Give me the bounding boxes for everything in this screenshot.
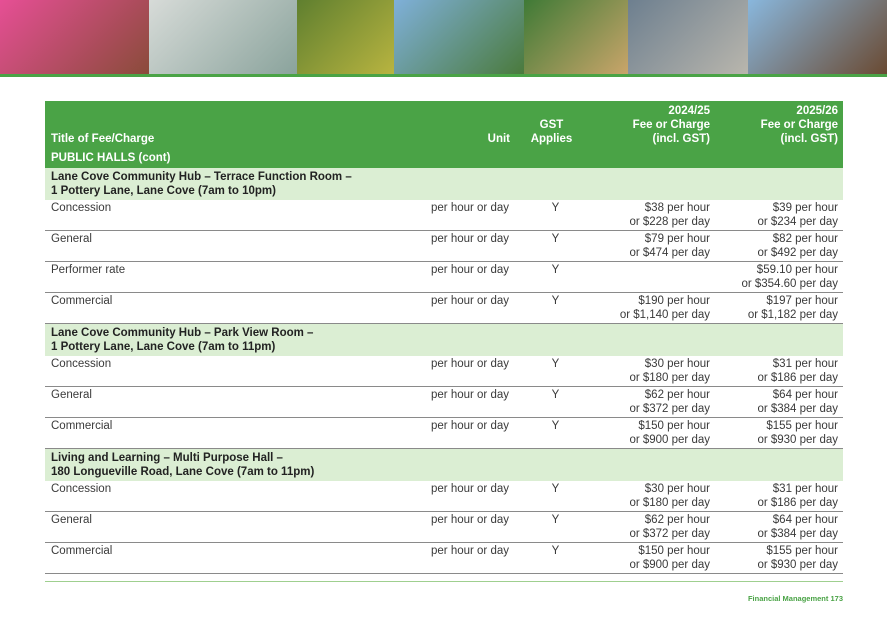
unit-cell: per hour or day: [419, 200, 515, 231]
photo-banner: [0, 0, 887, 74]
fee-name-cell: Concession: [45, 356, 419, 387]
gst-cell: Y: [515, 293, 587, 324]
group-title: Lane Cove Community Hub – Park View Room – 1 Pottery Lane, Lane Cove (7am to 11pm): [51, 327, 314, 353]
header-fee-2024-25: 2024/25 Fee or Charge (incl. GST): [632, 105, 710, 145]
park-game-photo: [394, 0, 524, 74]
unit-cell: per hour or day: [419, 293, 515, 324]
table-row: [45, 262, 843, 293]
gst-cell: Y: [515, 512, 587, 543]
fee-2024-25-cell: $30 per hour or $180 per day: [587, 356, 715, 387]
children-garden-photo: [524, 0, 628, 74]
group-title: Lane Cove Community Hub – Terrace Function Room – 1 Pottery Lane, Lane Cove (7am to 10pm): [51, 171, 352, 197]
fee-2024-25-cell: $38 per hour or $228 per day: [587, 200, 715, 231]
table-row: [45, 512, 843, 543]
header-unit: Unit: [487, 133, 510, 145]
table-header-row: [45, 101, 843, 148]
unit-cell: per hour or day: [419, 356, 515, 387]
gst-cell: Y: [515, 200, 587, 231]
gst-cell: Y: [515, 418, 587, 449]
section-row: [45, 148, 843, 168]
header-title-of-fee: Title of Fee/Charge: [51, 133, 155, 145]
family-street-photo: [628, 0, 748, 74]
fee-2025-26-cell: $197 per hour or $1,182 per day: [715, 293, 843, 324]
fee-table: [45, 101, 843, 574]
fee-2024-25-cell: $150 per hour or $900 per day: [587, 418, 715, 449]
fee-2024-25-cell: $190 per hour or $1,140 per day: [587, 293, 715, 324]
fee-name-cell: Performer rate: [45, 262, 419, 293]
fee-name-cell: General: [45, 231, 419, 262]
community-building-photo: [748, 0, 887, 74]
fee-name-cell: Commercial: [45, 418, 419, 449]
table-row: [45, 200, 843, 231]
fee-2025-26-cell: $31 per hour or $186 per day: [715, 356, 843, 387]
fee-2025-26-cell: $155 per hour or $930 per day: [715, 418, 843, 449]
fee-name-cell: General: [45, 387, 419, 418]
fee-2025-26-cell: $155 per hour or $930 per day: [715, 543, 843, 574]
gst-cell: Y: [515, 543, 587, 574]
table-row: [45, 418, 843, 449]
group-row: [45, 168, 843, 200]
gst-cell: Y: [515, 387, 587, 418]
fee-2024-25-cell: $30 per hour or $180 per day: [587, 481, 715, 512]
unit-cell: per hour or day: [419, 481, 515, 512]
frog-photo: [297, 0, 394, 74]
table-row: [45, 293, 843, 324]
fee-name-cell: Concession: [45, 200, 419, 231]
gst-cell: Y: [515, 262, 587, 293]
header-fee-2025-26: 2025/26 Fee or Charge (incl. GST): [760, 105, 838, 145]
section-title: PUBLIC HALLS (cont): [51, 152, 171, 164]
fee-2025-26-cell: $31 per hour or $186 per day: [715, 481, 843, 512]
unit-cell: per hour or day: [419, 512, 515, 543]
gst-cell: Y: [515, 356, 587, 387]
banner-divider: [0, 74, 887, 77]
electric-car-charging-photo: [149, 0, 297, 74]
page-footer: Financial Management 173: [747, 594, 843, 603]
fee-2024-25-cell: [587, 262, 715, 293]
fee-2025-26-cell: $59.10 per hour or $354.60 per day: [715, 262, 843, 293]
gst-cell: Y: [515, 481, 587, 512]
unit-cell: per hour or day: [419, 543, 515, 574]
unit-cell: per hour or day: [419, 418, 515, 449]
fee-2025-26-cell: $64 per hour or $384 per day: [715, 387, 843, 418]
table-row: [45, 387, 843, 418]
table-row: [45, 231, 843, 262]
fee-name-cell: Commercial: [45, 293, 419, 324]
fee-2025-26-cell: $39 per hour or $234 per day: [715, 200, 843, 231]
children-play-area-photo: [0, 0, 149, 74]
footer-divider: [45, 581, 843, 582]
fee-name-cell: Concession: [45, 481, 419, 512]
fee-2025-26-cell: $82 per hour or $492 per day: [715, 231, 843, 262]
table-row: [45, 543, 843, 574]
fee-name-cell: Commercial: [45, 543, 419, 574]
fee-2024-25-cell: $79 per hour or $474 per day: [587, 231, 715, 262]
unit-cell: per hour or day: [419, 387, 515, 418]
unit-cell: per hour or day: [419, 231, 515, 262]
fee-2024-25-cell: $150 per hour or $900 per day: [587, 543, 715, 574]
table-row: [45, 356, 843, 387]
unit-cell: per hour or day: [419, 262, 515, 293]
fee-2024-25-cell: $62 per hour or $372 per day: [587, 387, 715, 418]
fee-2024-25-cell: $62 per hour or $372 per day: [587, 512, 715, 543]
table-body: [45, 148, 843, 574]
group-title: Living and Learning – Multi Purpose Hall – 180 Longueville Road, Lane Cove (7am to 11pm): [51, 452, 315, 478]
gst-cell: Y: [515, 231, 587, 262]
group-row: [45, 449, 843, 482]
group-row: [45, 324, 843, 357]
fee-2025-26-cell: $64 per hour or $384 per day: [715, 512, 843, 543]
fee-name-cell: General: [45, 512, 419, 543]
table-row: [45, 481, 843, 512]
header-gst-applies: GST Applies: [530, 119, 573, 145]
